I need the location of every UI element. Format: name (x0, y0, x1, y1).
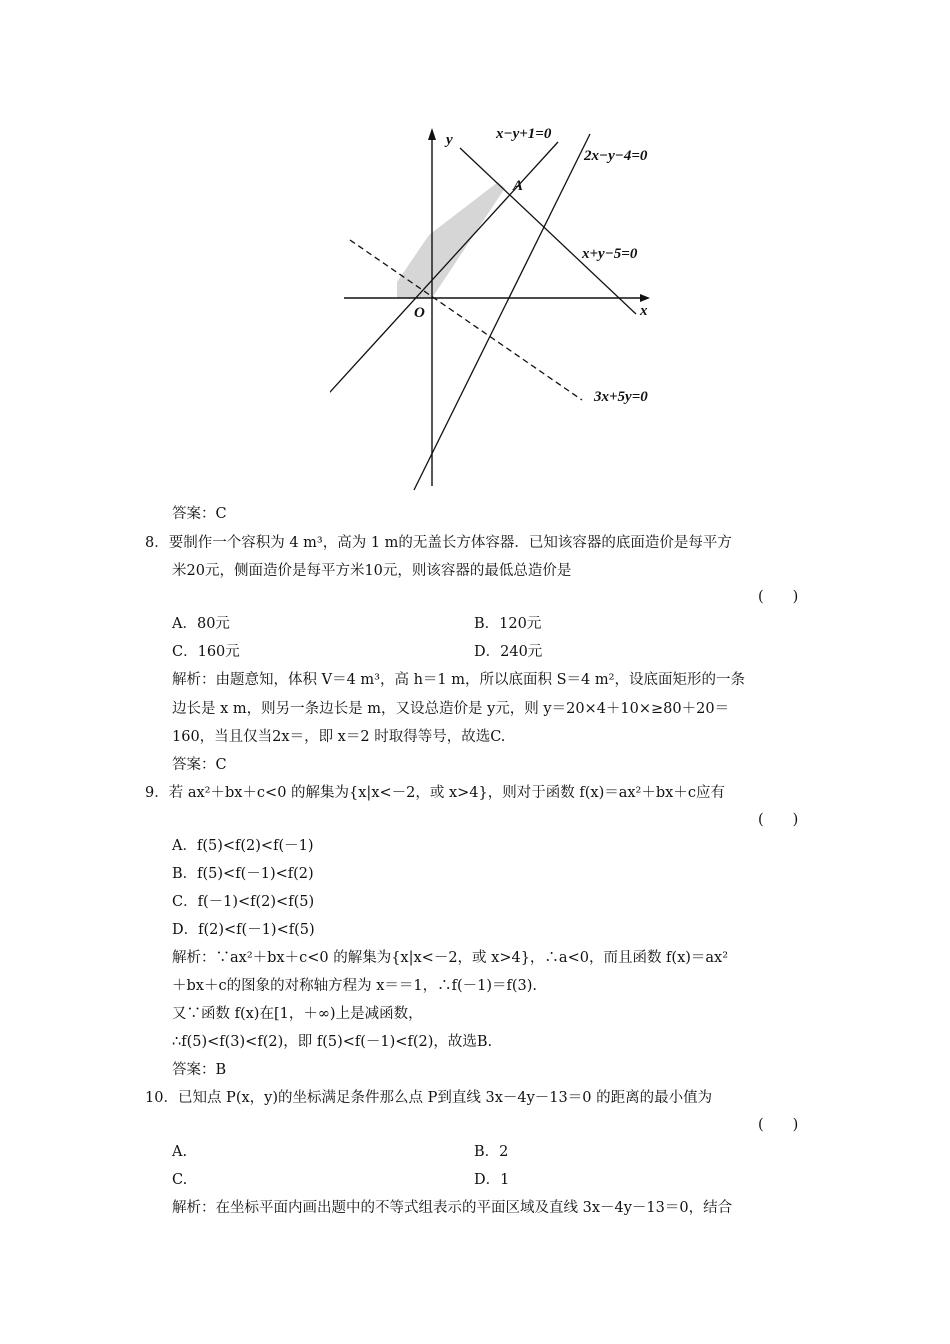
line2-label: 2x−y−4=0 (584, 148, 648, 164)
q9-solution-1: 解析：∵ax²＋bx＋c<0 的解集为{x|x<－2，或 x>4}，∴a<0，而且函数 f(x)＝ax² (172, 950, 729, 966)
line3-label: x+y−5=0 (582, 246, 638, 262)
q9-choice-d: D．f(2)<f(－1)<f(5) (172, 922, 315, 938)
q9-choice-b: B．f(5)<f(－1)<f(2) (172, 866, 314, 882)
q8-choice-d: D．240元 (474, 644, 543, 660)
y-axis-arrow (428, 128, 436, 140)
shaded-region (397, 182, 505, 298)
answer-8: 答案：C (172, 757, 227, 773)
line1-label: x−y+1=0 (496, 126, 552, 142)
x-axis-label: x (640, 303, 648, 319)
q10-choice-d: D．1 (474, 1172, 510, 1188)
q8-solution-3: 160，当且仅当2x＝，即 x＝2 时取得等号，故选C. (172, 729, 506, 745)
q8-choice-a: A．80元 (172, 616, 230, 632)
q9-solution-4: ∴f(5)<f(3)<f(2)，即 f(5)<f(－1)<f(2)，故选B. (172, 1034, 493, 1050)
coordinate-plot (330, 118, 670, 498)
point-a-label: A (513, 178, 524, 194)
q10-solution-1: 解析：在坐标平面内画出题中的不等式组表示的平面区域及直线 3x－4y－13＝0，结合 (172, 1200, 733, 1216)
q10-choice-b: B．2 (474, 1144, 509, 1160)
origin-label: O (414, 305, 425, 321)
q9-stem: 9．若 ax²＋bx＋c<0 的解集为{x|x<－2，或 x>4}，则对于函数 f(x)＝ax²＋bx＋c应有 (145, 785, 725, 801)
q8-stem-2: 米20元，侧面造价是每平方米10元，则该容器的最低总造价是 (172, 563, 572, 579)
q8-choice-c: C．160元 (172, 644, 240, 660)
q10-answer-paren: ( ) (758, 1117, 799, 1133)
q10-stem: 10．已知点 P(x，y)的坐标满足条件那么点 P到直线 3x－4y－13＝0 的距离的最小值为 (145, 1090, 713, 1106)
line4-label: 3x+5y=0 (594, 389, 648, 405)
q8-answer-paren: ( ) (758, 589, 799, 605)
answer-7: 答案：C (172, 506, 227, 522)
q9-solution-3: 又∵函数 f(x)在[1，＋∞)上是减函数， (172, 1006, 423, 1022)
q8-choice-b: B．120元 (474, 616, 542, 632)
q9-choice-a: A．f(5)<f(2)<f(－1) (172, 838, 314, 854)
q8-stem-1: 8．要制作一个容积为 4 m³，高为 1 m的无盖长方体容器．已知该容器的底面造价是每平方 (145, 535, 732, 551)
q10-choice-c: C. (172, 1172, 188, 1188)
q9-answer-paren: ( ) (758, 812, 799, 828)
q10-choice-a: A. (172, 1144, 188, 1160)
line-x-plus-y-minus-5 (460, 148, 636, 314)
q8-solution-2: 边长是 x m，则另一条边长是 m，又设总造价是 y元，则 y＝20×4＋10×≥80＋20＝ (172, 701, 730, 717)
x-axis-arrow (640, 294, 650, 302)
line-3x-plus-5y (350, 240, 582, 400)
q9-solution-2: ＋bx＋c的图象的对称轴方程为 x＝＝1，∴f(－1)＝f(3). (172, 978, 538, 994)
q9-choice-c: C．f(－1)<f(2)<f(5) (172, 894, 315, 910)
answer-9: 答案：B (172, 1062, 227, 1078)
y-axis-label: y (446, 132, 453, 148)
feasible-region-figure (330, 118, 670, 498)
q8-solution-1: 解析：由题意知，体积 V＝4 m³，高 h＝1 m，所以底面积 S＝4 m²，设底面矩形的一条 (172, 672, 745, 688)
